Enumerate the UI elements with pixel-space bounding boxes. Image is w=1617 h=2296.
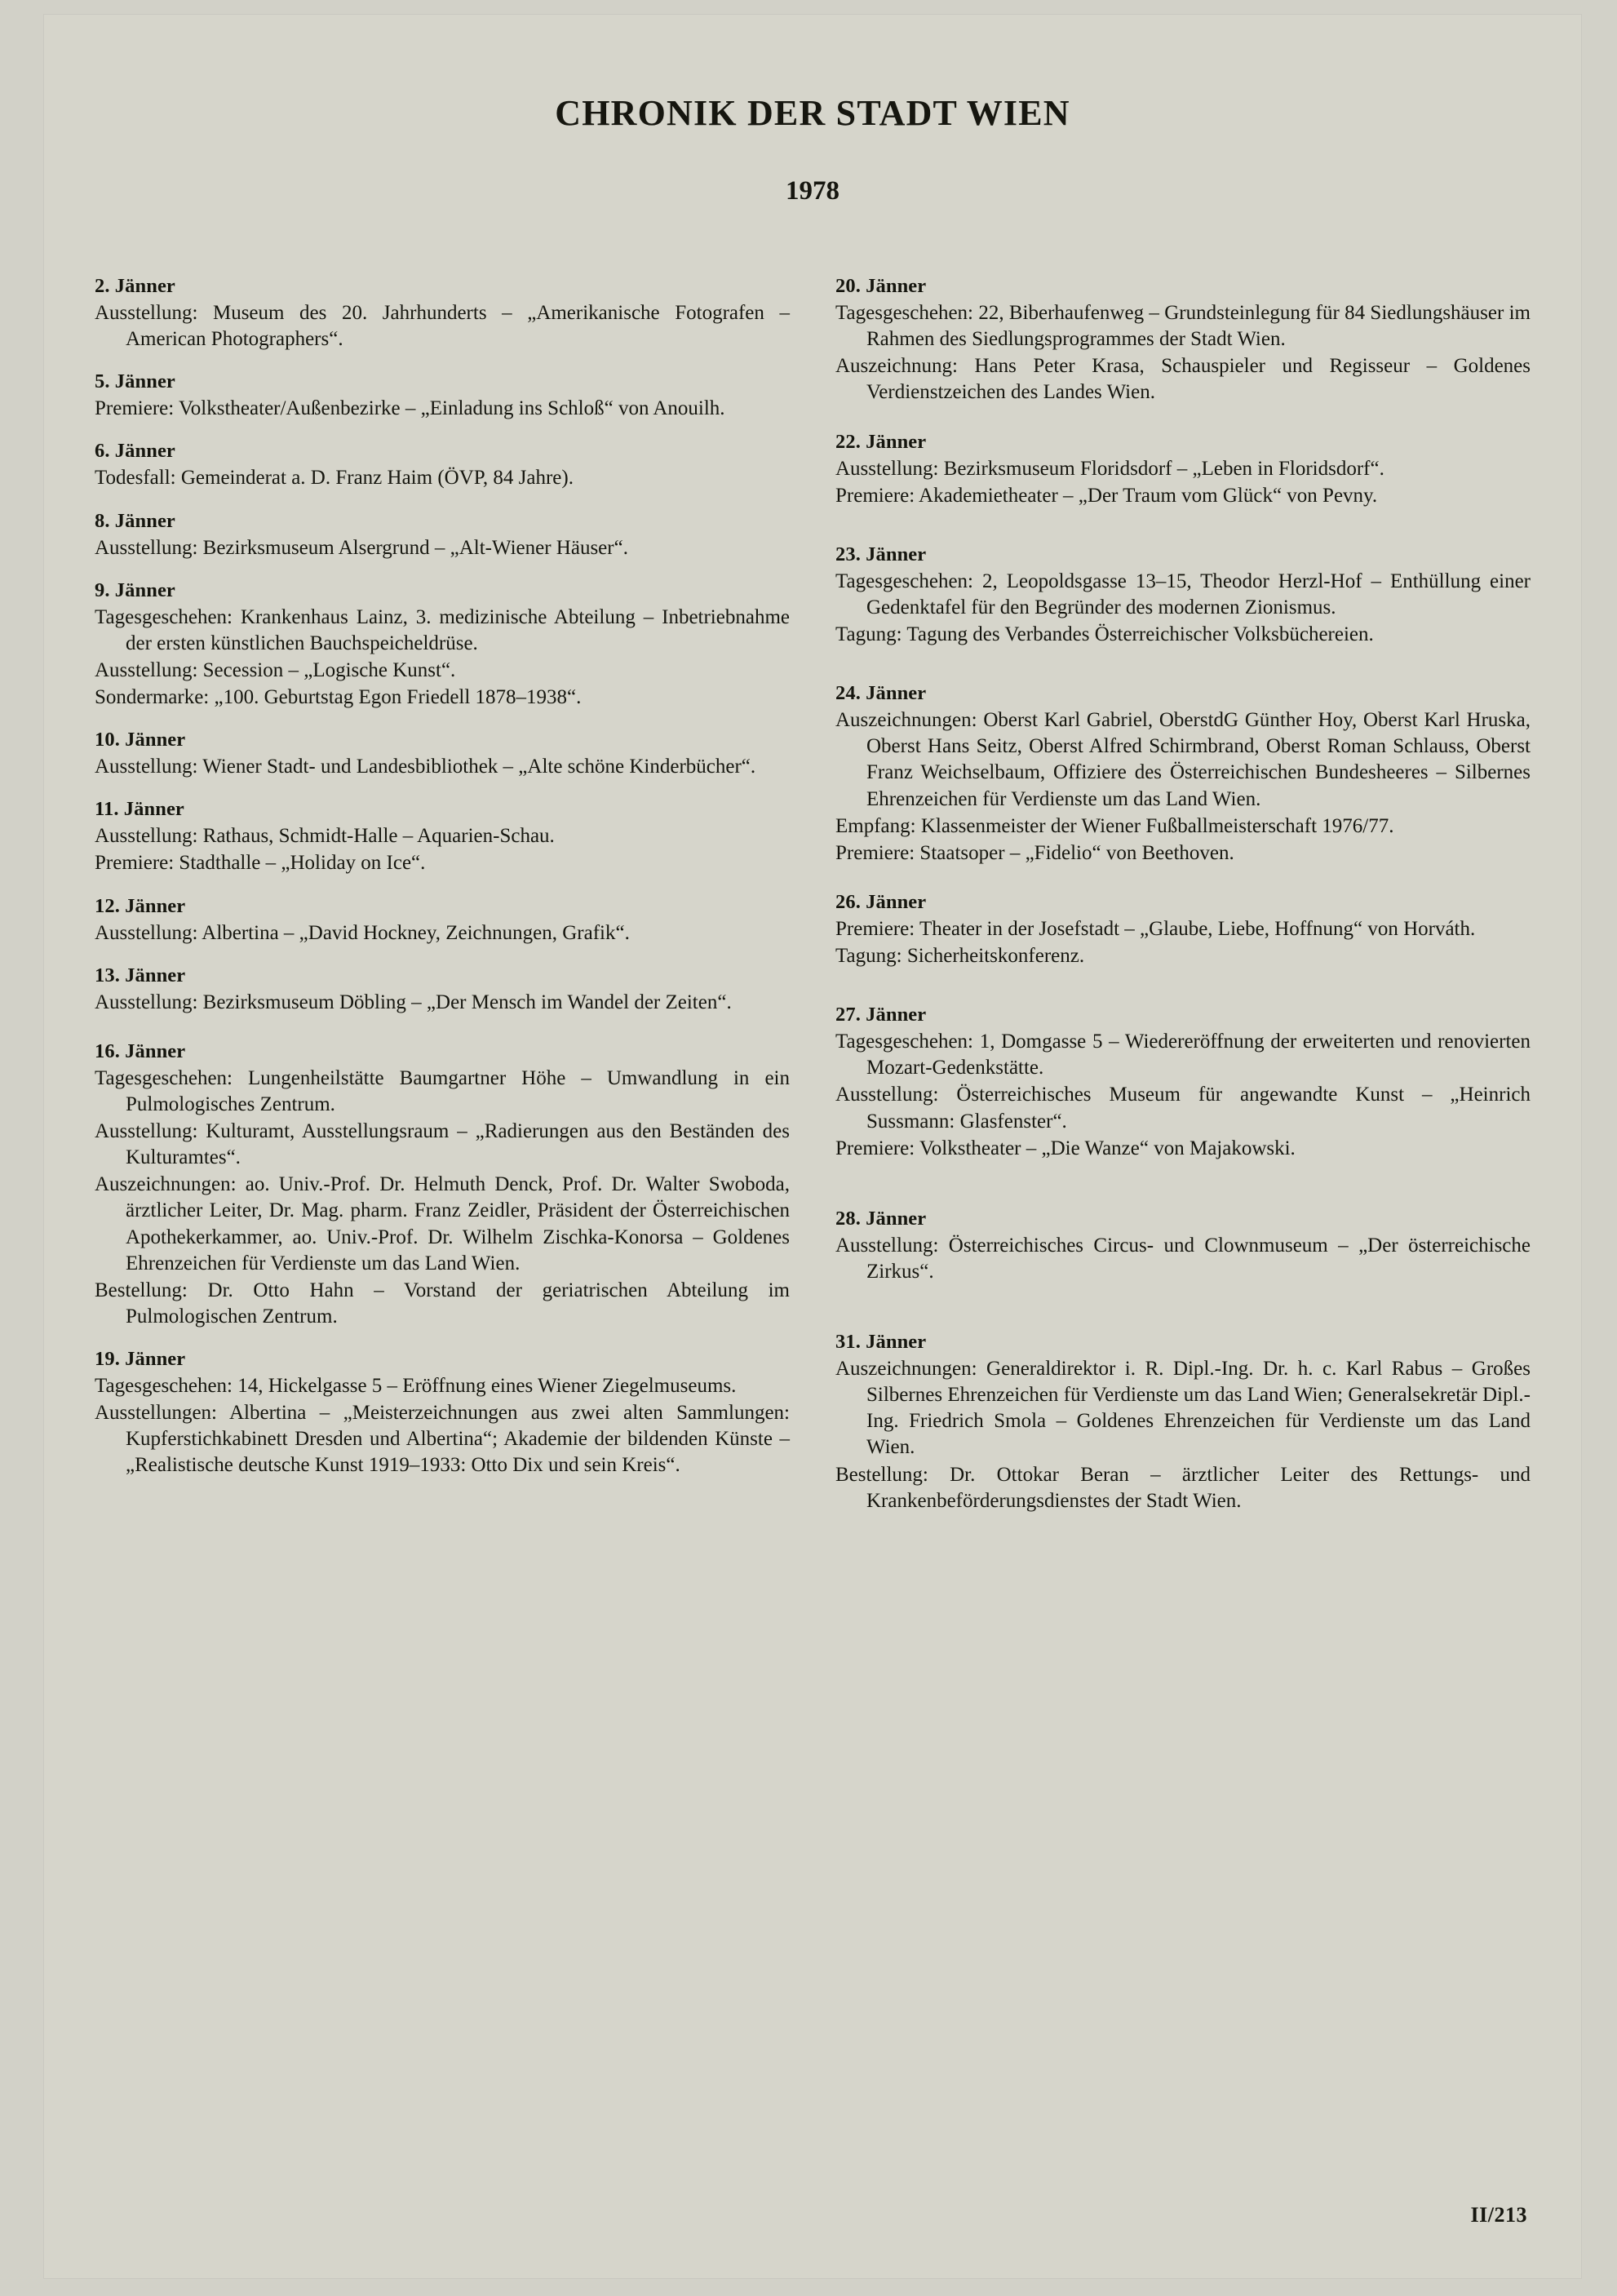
entry-date: 5. Jänner	[95, 370, 175, 393]
entry-line: Ausstellung: Rathaus, Schmidt-Halle – Aquarien-Schau.	[95, 825, 555, 848]
entry-line: Ausstellung: Bezirksmuseum Floridsdorf – „Leben in Floridsdorf“.	[835, 457, 1384, 480]
entry-date: 12. Jänner	[95, 894, 186, 917]
spacer	[835, 666, 1531, 682]
chronicle-entry	[835, 1208, 1531, 1285]
chronicle-entry	[835, 891, 1531, 969]
entry-line: Premiere: Volkstheater – „Die Wanze“ von Majakowski.	[835, 1137, 1296, 1159]
chronicle-entry	[95, 440, 790, 491]
entry-date: 22. Jänner	[835, 430, 927, 453]
entry-date: 24. Jänner	[835, 682, 927, 705]
chronicle-entry	[835, 1004, 1531, 1162]
chronicle-entry	[95, 1348, 790, 1479]
spacer	[835, 884, 1531, 891]
entry-line: Ausstellung: Museum des 20. Jahrhunderts – „Amerikanische Fotografen – American Photographers“.	[95, 302, 790, 351]
chronicle-entry	[835, 682, 1531, 867]
entry-date: 19. Jänner	[95, 1348, 186, 1370]
entry-line: Empfang: Klassenmeister der Wiener Fußballmeisterschaft 1976/77.	[835, 814, 1394, 837]
entry-date: 26. Jänner	[835, 890, 927, 913]
entry-line: Sondermarke: „100. Geburtstag Egon Friedell 1878–1938“.	[95, 686, 582, 708]
entry-line: Auszeichnungen: ao. Univ.-Prof. Dr. Helmuth Denck, Prof. Dr. Walter Swoboda, ärztlicher Leiter, Dr. Mag. pharm. Franz Zeidler, Präsident der Österreichischen Apothekerkammer, ao. Univ.-Prof. Dr. Wilhelm Zischka-Konorsa – Goldenes Ehrenzeichen für Verdienste um das Land Wien.	[95, 1173, 790, 1274]
entry-line: Premiere: Staatsoper – „Fidelio“ von Beethoven.	[835, 841, 1234, 864]
chronicle-entry	[95, 798, 790, 876]
entry-line: Premiere: Volkstheater/Außenbezirke – „Einladung ins Schloß“ von Anouilh.	[95, 397, 725, 420]
chronicle-entry	[835, 543, 1531, 648]
column-left	[95, 275, 790, 1532]
spacer	[835, 527, 1531, 543]
chronicle-entry	[835, 1331, 1531, 1514]
entry-line: Ausstellung: Bezirksmuseum Döbling – „Der Mensch im Wandel der Zeiten“.	[95, 991, 732, 1013]
spacer	[835, 987, 1531, 1004]
entry-line: Auszeichnungen: Oberst Karl Gabriel, OberstdG Günther Hoy, Oberst Karl Hruska, Oberst Hans Seitz, Oberst Alfred Schirmbrand, Oberst Roman Schlauss, Oberst Franz Weichselbaum, Offiziere des Österreichischen Bundesheeres – Silbernes Ehrenzeichen für Verdienste um das Land Wien.	[835, 709, 1531, 810]
entry-date: 16. Jänner	[95, 1039, 186, 1062]
entry-line: Bestellung: Dr. Otto Hahn – Vorstand der geriatrischen Abteilung im Pulmologischen Zentrum.	[95, 1279, 790, 1328]
entry-line: Tagesgeschehen: 14, Hickelgasse 5 – Eröffnung eines Wiener Ziegelmuseums.	[95, 1375, 737, 1397]
column-right	[835, 275, 1531, 1532]
entry-line: Premiere: Stadthalle – „Holiday on Ice“.	[95, 852, 426, 875]
entry-date: 13. Jänner	[95, 964, 186, 986]
entry-date: 20. Jänner	[835, 275, 927, 297]
page-content	[44, 15, 1581, 2278]
chronicle-entry	[95, 510, 790, 561]
entry-line: Tagesgeschehen: 1, Domgasse 5 – Wiedereröffnung der erweiterten und renovierten Mozart-Gedenkstätte.	[835, 1031, 1531, 1079]
chronicle-entry	[95, 370, 790, 422]
entry-line: Ausstellung: Secession – „Logische Kunst“.	[95, 658, 456, 681]
page-title: CHRONIK DER STADT WIEN	[555, 93, 1070, 133]
entry-date: 10. Jänner	[95, 729, 186, 751]
entry-line: Premiere: Akademietheater – „Der Traum vom Glück“ von Pevny.	[835, 484, 1378, 507]
entry-date: 11. Jänner	[95, 798, 184, 821]
chronicle-entry	[95, 729, 790, 780]
chronicle-entry	[95, 895, 790, 946]
entry-line: Tagesgeschehen: 22, Biberhaufenweg – Grundsteinlegung für 84 Siedlungshäuser im Rahmen des Siedlungsprogrammes der Stadt Wien.	[835, 302, 1531, 351]
chronicle-entry	[95, 1040, 790, 1330]
entry-line: Bestellung: Dr. Ottokar Beran – ärztlicher Leiter des Rettungs- und Krankenbeförderungsdienstes der Stadt Wien.	[835, 1463, 1531, 1512]
entry-line: Ausstellungen: Albertina – „Meisterzeichnungen aus zwei alten Sammlungen: Kupferstichkabinett Dresden und Albertina“; Akademie der bildenden Künste – „Realistische deutsche Kunst 1919–1933: Otto Dix und sein Kreis“.	[95, 1402, 790, 1477]
paper-sheet	[44, 15, 1581, 2278]
chronicle-entry	[95, 964, 790, 1016]
entry-date: 2. Jänner	[95, 275, 175, 297]
entry-line: Tagesgeschehen: 2, Leopoldsgasse 13–15, Theodor Herzl-Hof – Enthüllung einer Gedenktafel für den Begründer des modernen Zionismus.	[835, 570, 1531, 618]
entry-line: Ausstellung: Bezirksmuseum Alsergrund – „Alt-Wiener Häuser“.	[95, 536, 628, 559]
entry-date: 9. Jänner	[95, 578, 175, 601]
page-number: II/213	[1470, 2203, 1527, 2227]
entry-line: Auszeichnungen: Generaldirektor i. R. Dipl.-Ing. Dr. h. c. Karl Rabus – Großes Silbernes Ehrenzeichen für Verdienste um das Land Wien; Generalsekretär Dipl.-Ing. Friedrich Smola – Goldenes Ehrenzeichen für Verdienste um das Land Wien.	[835, 1358, 1531, 1459]
entry-line: Tagung: Tagung des Verbandes Österreichischer Volksbüchereien.	[835, 623, 1374, 645]
chronicle-entry	[835, 275, 1531, 406]
entry-line: Ausstellung: Wiener Stadt- und Landesbibliothek – „Alte schöne Kinderbücher“.	[95, 756, 756, 778]
spacer	[835, 424, 1531, 431]
entry-date: 23. Jänner	[835, 543, 927, 565]
entry-date: 8. Jänner	[95, 509, 175, 532]
entry-line: Ausstellung: Kulturamt, Ausstellungsraum – „Radierungen aus den Beständen des Kulturamtes“.	[95, 1120, 790, 1169]
entry-date: 31. Jänner	[835, 1331, 927, 1353]
entry-line: Ausstellung: Albertina – „David Hockney, Zeichnungen, Grafik“.	[95, 921, 630, 944]
spacer	[95, 1034, 790, 1040]
entry-line: Premiere: Theater in der Josefstadt – „Glaube, Liebe, Hoffnung“ von Horváth.	[835, 917, 1476, 940]
chronicle-entry	[835, 431, 1531, 509]
entry-date: 28. Jänner	[835, 1207, 927, 1230]
spacer	[835, 1303, 1531, 1331]
chronicle-entry	[95, 275, 790, 352]
spacer	[835, 1180, 1531, 1208]
chronicle-entry	[95, 579, 790, 711]
year-heading: 1978	[786, 176, 840, 206]
entry-line: Tagesgeschehen: Lungenheilstätte Baumgartner Höhe – Umwandlung in ein Pulmologisches Zentrum.	[95, 1066, 790, 1115]
entry-date: 6. Jänner	[95, 440, 175, 463]
entry-line: Tagung: Sicherheitskonferenz.	[835, 945, 1085, 967]
entry-line: Auszeichnung: Hans Peter Krasa, Schauspieler und Regisseur – Goldenes Verdienstzeichen des Landes Wien.	[835, 355, 1531, 404]
two-column-body	[95, 275, 1531, 1532]
entry-line: Ausstellung: Österreichisches Circus- und Clownmuseum – „Der österreichische Zirkus“.	[835, 1234, 1531, 1283]
entry-line: Todesfall: Gemeinderat a. D. Franz Haim (ÖVP, 84 Jahre).	[95, 467, 574, 490]
entry-line: Ausstellung: Österreichisches Museum für angewandte Kunst – „Heinrich Sussmann: Glasfenster“.	[835, 1084, 1531, 1132]
entry-line: Tagesgeschehen: Krankenhaus Lainz, 3. medizinische Abteilung – Inbetriebnahme der ersten künstlichen Bauchspeicheldrüse.	[95, 605, 790, 654]
entry-date: 27. Jänner	[835, 1004, 927, 1026]
